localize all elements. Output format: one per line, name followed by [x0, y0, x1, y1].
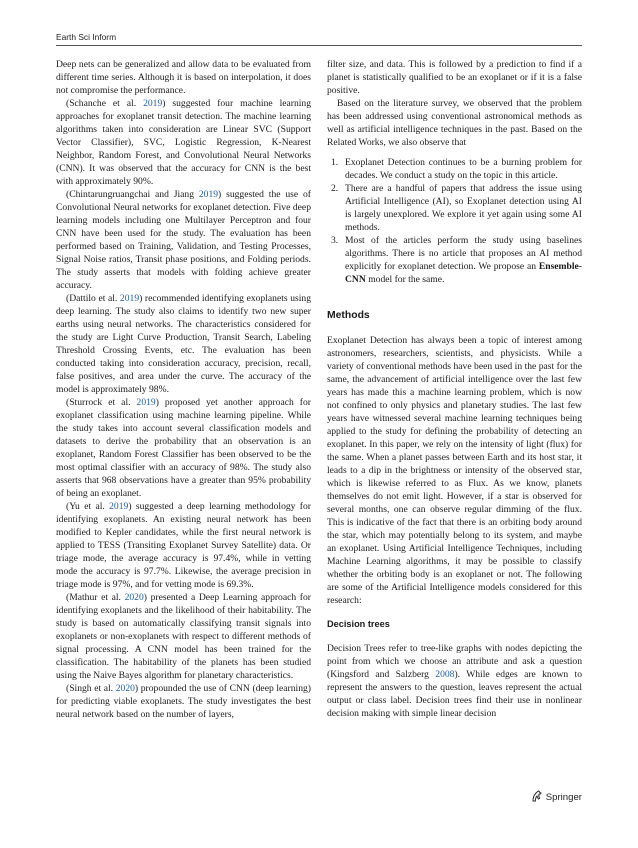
section-heading-methods: Methods	[327, 310, 370, 321]
citation-link[interactable]: 2019	[119, 293, 140, 304]
left-column	[56, 58, 311, 721]
journal-header: Earth Sci Inform	[56, 32, 117, 42]
citation-link[interactable]: 2019	[136, 397, 156, 408]
citation-link[interactable]: 2020	[124, 592, 144, 603]
citation-link[interactable]: 2020	[115, 683, 135, 694]
paragraph: Based on the literature survey, we observed that the problem has been addressed using conventional astronomical methods as well as artificial intelligence techniques in the past. Based on the Related Works, we also observe that	[327, 98, 582, 148]
paragraph: (Dattilo et al. 2019) recommended identifying exoplanets using deep learning. The study also claims to identify two new super earths using neural networks. The characteristics considered for the study are Light Curve Production, Transit Search, Labeling Threshold Crossing Events, etc. The evaluation has been conducted taking into consideration accuracy, precision, recall, false positives, and area under the curve. The accuracy of the model is approximately 98%.	[56, 293, 312, 395]
subsection-heading-decision-trees: Decision trees	[327, 619, 390, 629]
publisher-name: Springer	[545, 792, 582, 803]
paragraph: (Yu et al. 2019) suggested a deep learning methodology for identifying exoplanets. An existing neural network has been modified to Kepler candidates, while the first neural network is applied to TESS (Transiting Exoplanet Survey Satellite) data. Or triage mode, the average accuracy is 97.4%, while in vetting mode the accuracy is 97.7%. Likewise, the average precision in triage mode is 97%, and for vetting mode is 69.3%.	[56, 501, 311, 590]
paragraph: Deep nets can be generalized and allow data to be evaluated from different time series. Although it is based on interpolation, it does not compromise the performance.	[56, 59, 311, 96]
list-item: 1. Exoplanet Detection continues to be a burning problem for decades. We conduct a study on the topic in this article.	[331, 157, 582, 181]
header-rule	[56, 45, 582, 46]
publisher-footer	[531, 790, 582, 805]
paragraph: Exoplanet Detection has always been a topic of interest among astronomers, researchers, scientists, and physicists. While a variety of conventional methods have been used in the past for the same, the advancement of artificial intelligence over the last few years has made this a machine learning problem, which is now not confined to only physics and planetary studies. The last few years have witnessed several machine learning techniques being applied to the study for defining the probability of detecting an exoplanet. In this paper, we rely on the intensity of light (flux) for the same. When a planet passes between Earth and its host star, it leads to a dip in the brightness or intensity of the observed star, which is likewise referred to as Flux. As we know, planets themselves do not emit light. However, if a star is observed for several months, one can observe regular dimming of the flux. This is indicative of the fact that there is an orbiting body around the star, which may potentially belong to its system, and maybe an exoplanet. Using Artificial Intelligence Techniques, including Machine Learning algorithms, it may be possible to classify whether the orbiting body is an exoplanet or not. The following are some of the Artificial Intelligence models considered for this research:	[327, 335, 582, 606]
citation-link[interactable]: 2019	[198, 189, 219, 200]
model-name: Ensemble-CNN	[345, 261, 582, 285]
citation-link[interactable]: 2019	[143, 98, 163, 109]
paragraph: (Mathur et al. 2020) presented a Deep Learning approach for identifying exoplanets and the likelihood of their habitability. The study is based on automatically classifying transit signals into exoplanets or non-exoplanets with respect to different methods of signal processing. A CNN model has been trained for the classification. The habitability of the planets has been studied using the Naive Bayes algorithm for planetary characteristics.	[56, 592, 311, 681]
list-item: 2. There are a handful of papers that address the issue using Artificial Intelligence (AI), so Exoplanet detection using AI is largely unexplored. We explore it yet again using some AI methods.	[331, 183, 582, 233]
springer-horse-icon	[531, 790, 542, 805]
paragraph: (Sturrock et al. 2019) proposed yet another approach for exoplanet classification using machine learning pipeline. While the study takes into account several classification models and datasets to derive the probability that an observation is an exoplanet, Random Forest Classifier has been observed to be the most optimal classifier with an accuracy of 98%. The study also asserts that 968 observations have a greater than 95% probability of being an exoplanet.	[56, 397, 311, 499]
citation-link[interactable]: 2008	[435, 669, 455, 680]
right-column	[327, 58, 582, 720]
paragraph: (Chintarungruangchai and Jiang 2019) suggested the use of Convolutional Neural networks for exoplanet detection. Five deep learning models including one Multilayer Perceptron and four CNN have been used for the study. The evaluation has been performed based on Training, Validation, and Testing Processes, Signal Noise ratios, Transit phase positions, and Folding periods. The study asserts that models with folding achieve greater accuracy.	[56, 189, 312, 291]
paragraph: filter size, and data. This is followed by a prediction to find if a planet is statistically qualified to be an exoplanet or if it is a false positive.	[327, 59, 582, 96]
observations-list	[327, 156, 582, 286]
paragraph: Decision Trees refer to tree-like graphs with nodes depicting the point from which we choose an attribute and ask a question (Kingsford and Salzberg 2008). While edges are known to represent the answers to the question, leaves represent the actual output or class label. Decision trees find their use in nonlinear decision making with simple linear decision	[327, 643, 582, 719]
paragraph: (Schanche et al. 2019) suggested four machine learning approaches for exoplanet transit detection. The machine learning algorithms taken into consideration are Linear SVC (Support Vector Classifier), SVC, Logistic Regression, K-Nearest Neighbor, Random Forest, and Convolutional Neural Networks (CNN). It was observed that the accuracy for CNN is the best with approximately 90%.	[56, 98, 312, 187]
citation-link[interactable]: 2019	[109, 501, 129, 512]
list-item: 3. Most of the articles perform the study using baselines algorithms. There is no article that proposes an AI method explicitly for exoplanet detection. We propose an Ensemble-CNN model for the same.	[331, 235, 582, 285]
paragraph: (Singh et al. 2020) propounded the use of CNN (deep learning) for predicting viable exoplanets. The study investigates the best neural network based on the number of layers,	[56, 683, 312, 720]
